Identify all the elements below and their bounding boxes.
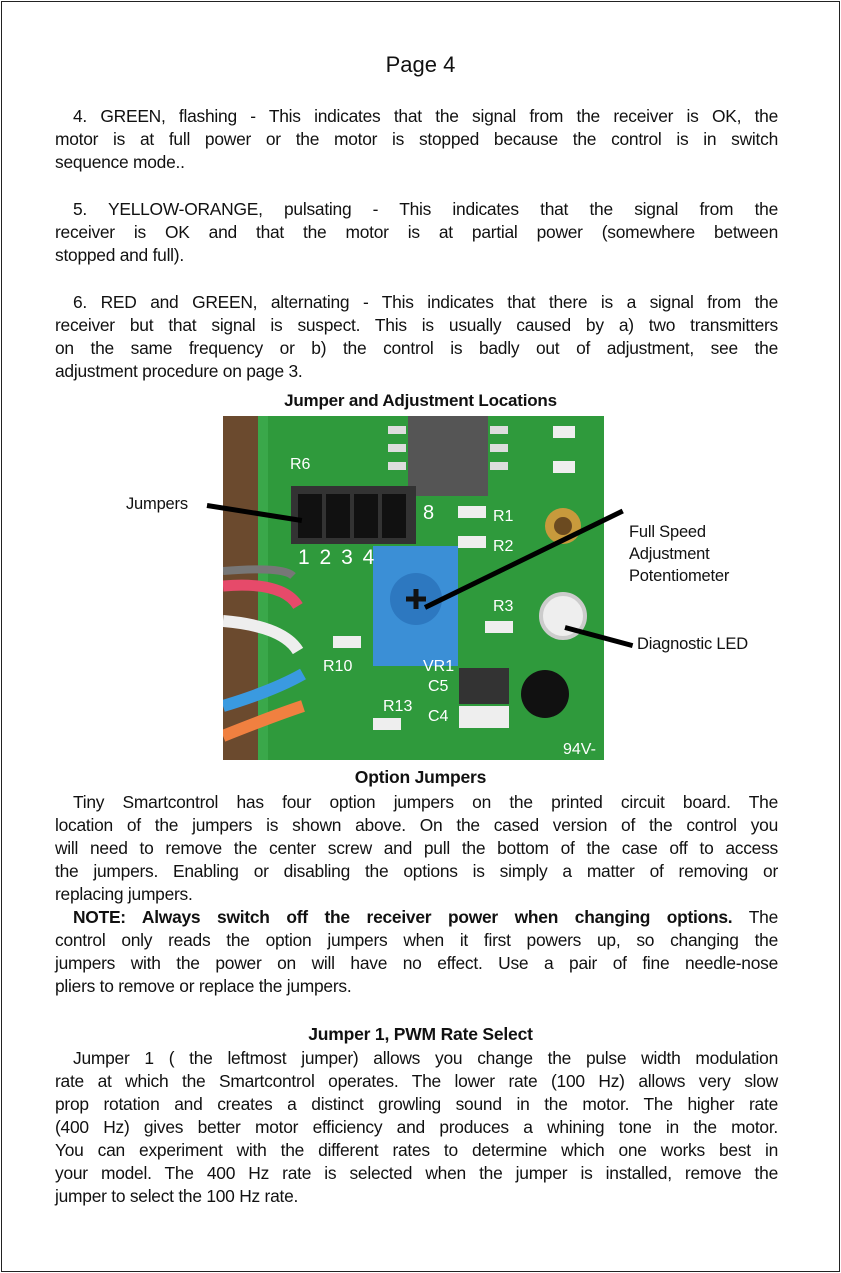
note-bold: NOTE: Always switch off the receiver power when changing options. bbox=[73, 907, 733, 927]
text-line: your model. The 400 Hz rate is selected when the jumper is installed, remove the bbox=[55, 1163, 778, 1183]
svg-text:R3: R3 bbox=[493, 598, 514, 615]
paragraph-green-flashing bbox=[55, 105, 778, 174]
page-number: Page 4 bbox=[385, 52, 456, 77]
text-line: on the same frequency or b) the control is badly out of adjustment, see the bbox=[55, 338, 778, 358]
text-line: control only reads the option jumpers when it first powers up, so changing the bbox=[55, 930, 778, 950]
transistor bbox=[521, 670, 569, 718]
paragraph-red-green bbox=[55, 291, 778, 383]
text-line: location of the jumpers is shown above. On the cased version of the control you bbox=[55, 815, 778, 835]
paragraph-option-jumpers bbox=[55, 791, 778, 998]
text-line: jumpers with the power on will have no effect. Use a pair of fine needle-nose bbox=[55, 953, 778, 973]
text-line: pliers to remove or replace the jumpers. bbox=[55, 976, 352, 996]
text-line: sequence mode.. bbox=[55, 152, 185, 172]
text-line: prop rotation and creates a distinct growling sound in the motor. The higher rate bbox=[55, 1094, 778, 1114]
svg-text:C5: C5 bbox=[428, 678, 449, 695]
figure-caption: Jumper and Adjustment Locations bbox=[284, 391, 557, 410]
svg-text:R2: R2 bbox=[493, 538, 514, 555]
label-diagnostic-led: Diagnostic LED bbox=[637, 635, 748, 653]
svg-text:R6: R6 bbox=[290, 456, 311, 473]
text-line: motor is at full power or the motor is stopped because the control is in switch bbox=[55, 129, 778, 149]
text-line: stopped and full). bbox=[55, 245, 184, 265]
svg-text:R10: R10 bbox=[323, 658, 353, 675]
text-line: adjustment procedure on page 3. bbox=[55, 361, 303, 381]
note-rest: The bbox=[732, 907, 778, 927]
text-line: receiver is OK and that the motor is at partial power (somewhere between bbox=[55, 222, 778, 242]
heading-option-jumpers: Option Jumpers bbox=[354, 767, 487, 787]
ic-chip bbox=[408, 416, 488, 496]
svg-text:94V-: 94V- bbox=[563, 741, 596, 758]
svg-text:8: 8 bbox=[423, 502, 435, 524]
text-line: You can experiment with the different rates to determine which one works best in bbox=[55, 1140, 778, 1160]
jumper-number: 4 bbox=[362, 546, 375, 569]
svg-text:C4: C4 bbox=[428, 708, 449, 725]
svg-text:R1: R1 bbox=[493, 508, 514, 525]
label-full-speed bbox=[629, 521, 729, 587]
paragraph-yellow-orange bbox=[55, 198, 778, 267]
jumper-number: 3 bbox=[341, 546, 353, 569]
svg-text:R13: R13 bbox=[383, 698, 413, 715]
text-line: Jumper 1 ( the leftmost jumper) allows you change the pulse width modulation bbox=[73, 1048, 778, 1068]
text-line: jumper to select the 100 Hz rate. bbox=[55, 1186, 299, 1206]
jumper-number: 2 bbox=[319, 546, 332, 569]
circuit-board-photo bbox=[223, 416, 604, 760]
text-line: 6. RED and GREEN, alternating - This indicates that there is a signal from the bbox=[73, 292, 778, 312]
jumper-numbers bbox=[298, 546, 418, 570]
text-line: 5. YELLOW-ORANGE, pulsating - This indicates that the signal from the bbox=[73, 199, 778, 219]
text-line: rate at which the Smartcontrol operates. The lower rate (100 Hz) allows very slow bbox=[55, 1071, 778, 1091]
label-line: Adjustment bbox=[629, 545, 710, 563]
svg-text:VR1: VR1 bbox=[423, 658, 455, 675]
label-line: Full Speed bbox=[629, 523, 706, 541]
text-line: will need to remove the center screw and pull the bottom of the case off to access bbox=[55, 838, 778, 858]
text-line: (400 Hz) gives better motor efficiency and produces a whining tone in the motor. bbox=[55, 1117, 778, 1137]
paragraph-jumper-1 bbox=[55, 1047, 778, 1208]
text-line: 4. GREEN, flashing - This indicates that the signal from the receiver is OK, the bbox=[73, 106, 778, 126]
note-line bbox=[55, 906, 778, 929]
label-line: Potentiometer bbox=[629, 567, 730, 585]
text-line: receiver but that signal is suspect. This is usually caused by a) two transmitters bbox=[55, 315, 778, 335]
text-line: Tiny Smartcontrol has four option jumpers on the printed circuit board. The bbox=[73, 792, 778, 812]
text-line: replacing jumpers. bbox=[55, 884, 193, 904]
label-jumpers: Jumpers bbox=[126, 495, 188, 513]
jumper-number: 1 bbox=[298, 546, 310, 569]
heading-jumper-1: Jumper 1, PWM Rate Select bbox=[308, 1024, 533, 1044]
text-line: the jumpers. Enabling or disabling the options is simply a matter of removing or bbox=[55, 861, 778, 881]
